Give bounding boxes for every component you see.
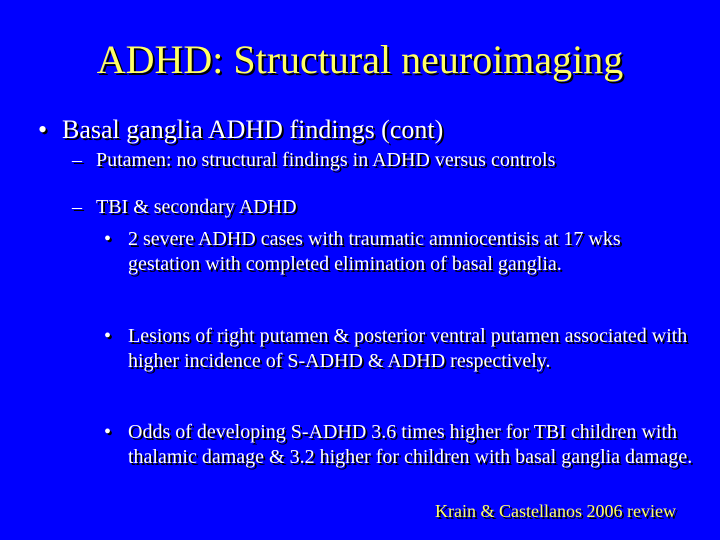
dash-item-tbi	[72, 195, 297, 220]
slide-title: ADHD: Structural neuroimaging	[96, 37, 624, 82]
dash-icon: –	[72, 196, 82, 218]
sub-bullet-lesions	[104, 324, 694, 374]
dash-item-text: Putamen: no structural findings in ADHD versus controls	[96, 149, 556, 171]
citation: Krain & Castellanos 2006 review	[435, 501, 676, 521]
bullet-icon: •	[104, 325, 112, 347]
bullet-icon: •	[104, 228, 112, 250]
bullet-icon: •	[104, 421, 112, 443]
dash-item-putamen	[72, 148, 555, 173]
sub-bullet-text: Odds of developing S-ADHD 3.6 times higher for TBI children with thalamic damage & 3.2 higher for children with basal ganglia damage.	[128, 421, 693, 468]
bullet-icon: •	[38, 115, 48, 144]
dash-icon: –	[72, 149, 82, 171]
bullet-text: Basal ganglia ADHD findings (cont)	[62, 115, 444, 144]
sub-bullet-odds	[104, 420, 694, 470]
sub-bullet-text: 2 severe ADHD cases with traumatic amniocentisis at 17 wks gestation with completed elimination of basal ganglia.	[128, 228, 621, 275]
dash-item-text: TBI & secondary ADHD	[96, 196, 297, 218]
sub-bullet-amniocentesis	[104, 227, 694, 277]
sub-bullet-text: Lesions of right putamen & posterior ventral putamen associated with higher incidence of S-ADHD & ADHD respectively.	[128, 325, 688, 372]
bullet-basal-ganglia	[38, 114, 443, 146]
